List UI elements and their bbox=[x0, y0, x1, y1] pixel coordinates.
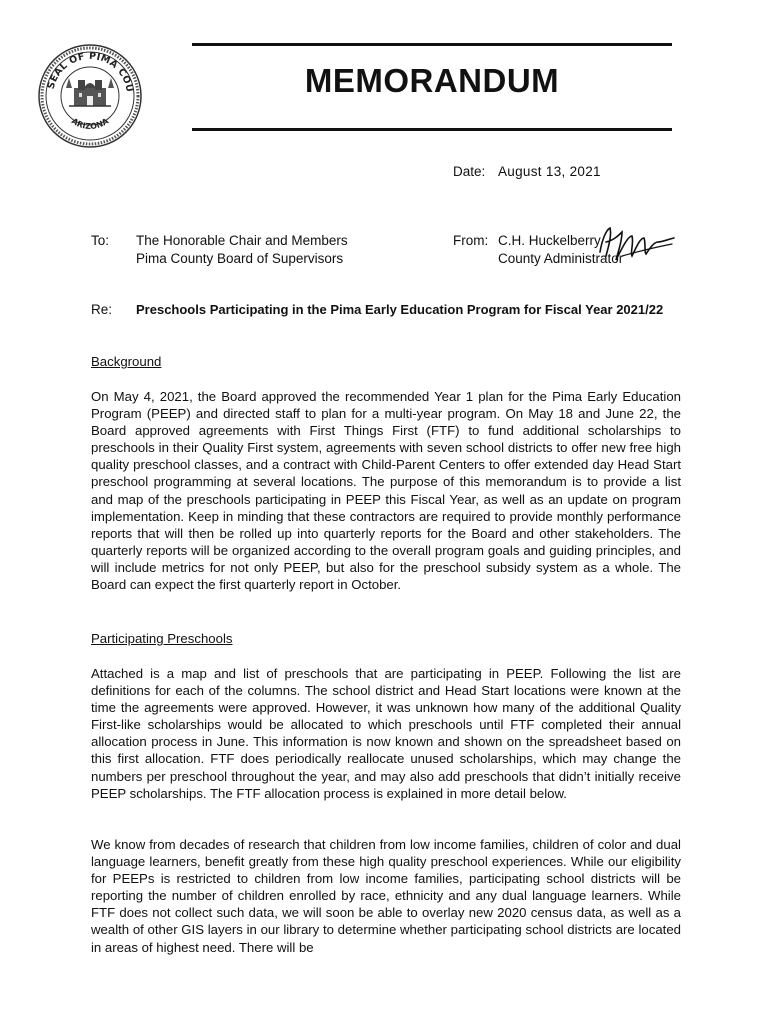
date-label: Date: bbox=[453, 164, 486, 179]
to-recipient bbox=[136, 232, 348, 268]
header-rule-top bbox=[192, 43, 672, 46]
memo-title: MEMORANDUM bbox=[304, 62, 560, 99]
date-value: August 13, 2021 bbox=[498, 164, 601, 179]
to-label: To: bbox=[91, 233, 110, 248]
from-label: From: bbox=[453, 233, 489, 248]
signature bbox=[592, 222, 678, 268]
to-line-2: Pima County Board of Supervisors bbox=[136, 251, 344, 266]
from-line-1: C.H. Huckelberry bbox=[498, 233, 601, 248]
background-paragraph: On May 4, 2021, the Board approved the recommended Year 1 plan for the Pima Early Education Program (PEEP) and directed staff to plan for a multi-year program. On May 18 and June 22, the Board approved agreements with First Things First (FTF) to fund additional scholarships to preschools in their Quality First system, agreements with seven school districts to offer new free high quality preschool classes, and a contract with Child-Parent Centers to offer extended day Head Start preschool programming at several locations. The purpose of this memorandum is to provide a list and map of the preschools participating in PEEP this Fiscal Year, as well as an update on program implementation. Keep in minding that these contractors are required to provide monthly performance reports that will then be rolled up into quarterly reports for the Board and other stakeholders. The quarterly reports will be organized according to the overall program goals and guiding principles, and will include metrics for not only PEEP, but also for the preschool subsidy system as a whole. The Board can expect the first quarterly report in October. bbox=[91, 389, 681, 593]
background-heading: Background bbox=[91, 354, 162, 369]
svg-text:THE SEAL OF PIMA COUNTY: SEAL OF PIMA COU bbox=[45, 50, 135, 94]
to-line-1: The Honorable Chair and Members bbox=[136, 233, 348, 248]
header-rule-bottom bbox=[192, 128, 672, 131]
svg-text:ARIZONA: ARIZONA bbox=[69, 116, 111, 132]
re-subject: Preschools Participating in the Pima Early Education Program for Fiscal Year 2021/22 bbox=[136, 302, 664, 317]
participating-paragraph: Attached is a map and list of preschools that are participating in PEEP. Following the list are definitions for each of the columns. The school district and Head Start locations were known at the time the agreements were approved. However, it was unknown how many of the additional Quality First-like scholarships would be allocated to which preschools until FTF completed their annual allocation process in June. This information is now known and shown on the spreadsheet based on this first allocation. FTF does periodically reallocate unused scholarships, which may change the numbers per preschool throughout the year, and may also add preschools that didn’t initially receive PEEP scholarships. The FTF allocation process is explained in more detail below. bbox=[91, 666, 681, 801]
from-line-2: County Administrator bbox=[498, 251, 624, 266]
re-label: Re: bbox=[91, 302, 113, 317]
pima-county-seal bbox=[36, 42, 144, 150]
research-paragraph: We know from decades of research that children from low income families, children of color and dual language learners, benefit greatly from these high quality preschool experiences. While our eligibility for PEEPs is restricted to children from low income families, participating school districts will be reporting the number of children enrolled by race, ethnicity and any dual language learners. While FTF does not collect such data, we will soon be able to overlay new 2020 census data, as well as a wealth of other GIS layers in our library to determine whether participating school districts are located in areas of highest need. There will be bbox=[91, 837, 681, 955]
participating-heading: Participating Preschools bbox=[91, 631, 233, 646]
